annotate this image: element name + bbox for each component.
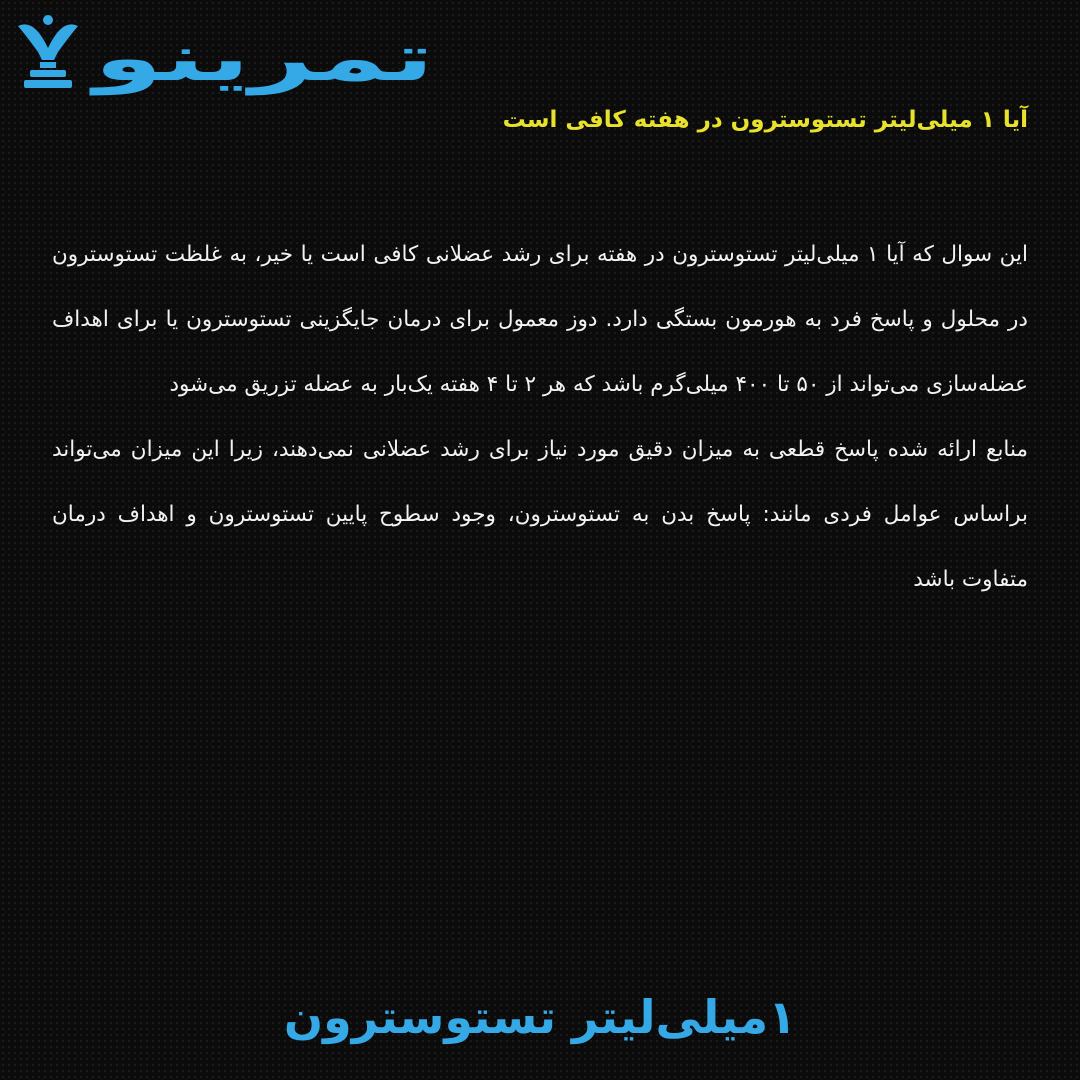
paragraph-2: منابع ارائه شده پاسخ قطعی به میزان دقیق مورد نیاز برای رشد عضلانی نمی‌دهند، زیرا این میزان می‌تواند براساس عوامل فردی مانند: پاسخ بدن به تستوسترون، وجود سطوح پایین تستوسترون و اهداف درمان متفاوت باشد [52,437,1028,592]
brand-name: تمرینو [88,22,435,96]
paragraph-1: این سوال که آیا ۱ میلی‌لیتر تستوسترون در هفته برای رشد عضلانی کافی است یا خیر، به غلظت تستوسترون در محلول و پاسخ فرد به هورمون بستگی دارد. دوز معمول برای درمان جایگزینی تستوسترون یا برای اهداف عضله‌سازی می‌تواند از ۵۰ تا ۴۰۰ میلی‌گرم باشد که هر ۲ تا ۴ هفته یک‌بار به عضله تزریق می‌شود [52,242,1028,397]
page-title: آیا ۱ میلی‌لیتر تستوسترون در هفته کافی است [502,107,1028,133]
brand-logo [14,8,439,96]
article-body [52,222,1028,612]
chalice-trophy-icon [18,15,78,88]
footer-caption: ۱میلی‌لیتر تستوسترون [283,990,797,1044]
